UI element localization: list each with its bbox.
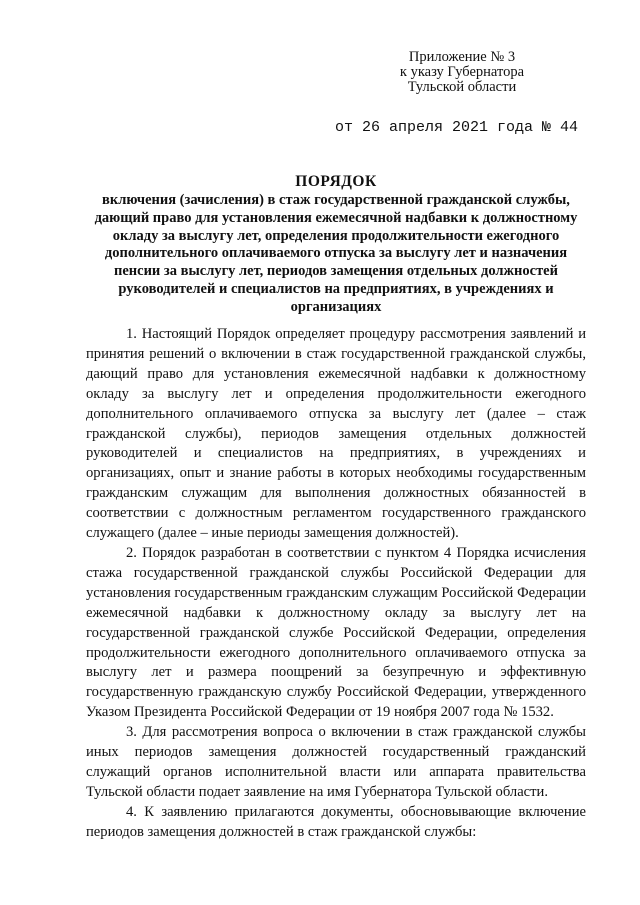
- paragraph-2: 2. Порядок разработан в соответствии с пунктом 4 Порядка исчисления стажа государственной гражданской службы Российской Федерации для установления государственным гражданским служащим Российской Федерации ежемесячной надбавки к должностному окладу за выслугу лет на государственной гражданской службе Российской Федерации, определения продолжительности ежегодного дополнительного оплачиваемого отпуска за выслугу лет и размера поощрений за безупречную и эффективную государственную гражданскую службу Российской Федерации, утвержденного Указом Президента Российской Федерации от 19 ноября 2007 года № 1532.: [86, 544, 586, 721]
- paragraph-3: 3. Для рассмотрения вопроса о включении в стаж гражданской службы иных периодов замещения должностей государственный гражданский служащий органов исполнительной власти или аппарата правительства Тульской области подает заявление на имя Губернатора Тульской области.: [86, 724, 586, 800]
- decree-date-number: от 26 апреля 2021 года № 44: [335, 119, 579, 136]
- appendix-number: Приложение № 3: [408, 49, 516, 65]
- paragraph-1: 1. Настоящий Порядок определяет процедуру рассмотрения заявлений и принятия решений о включении в стаж государственной гражданской службы, дающий право для установления ежемесячной надбавки к должностному окладу за выслугу лет и определения продолжительности ежегодного дополнительного оплачиваемого отпуска за выслугу лет (далее – стаж гражданской службы), периодов замещения отдельных должностей руководителей и специалистов на предприятиях, в учреждениях и организациях, опыт и знание работы в которых необходимы государственным гражданским служащим для выполнения должностных обязанностей в соответствии с должностным регламентом государственного гражданского служащего (далее – иные периоды замещения должностей).: [86, 326, 586, 542]
- document-title-block: [86, 173, 586, 317]
- document-body: [86, 325, 586, 843]
- paragraph-4: 4. К заявлению прилагаются документы, обосновывающие включение периодов замещения должностей в стаж гражданской службы:: [86, 803, 586, 840]
- appendix-region: Тульской области: [407, 79, 517, 95]
- document-title: ПОРЯДОК: [295, 173, 377, 190]
- document-subtitle: включения (зачисления) в стаж государственной гражданской службы, дающий право для установления ежемесячной надбавки к должностному окладу за выслугу лет, определения продолжительности ежегодного дополнительного оплачиваемого отпуска за выслугу лет и назначения пенсии за выслугу лет, периодов замещения отдельных должностей руководителей и специалистов на предприятиях, в учреждениях и организациях: [94, 192, 578, 315]
- appendix-decree-ref: к указу Губернатора: [399, 64, 525, 80]
- appendix-block: [382, 50, 542, 95]
